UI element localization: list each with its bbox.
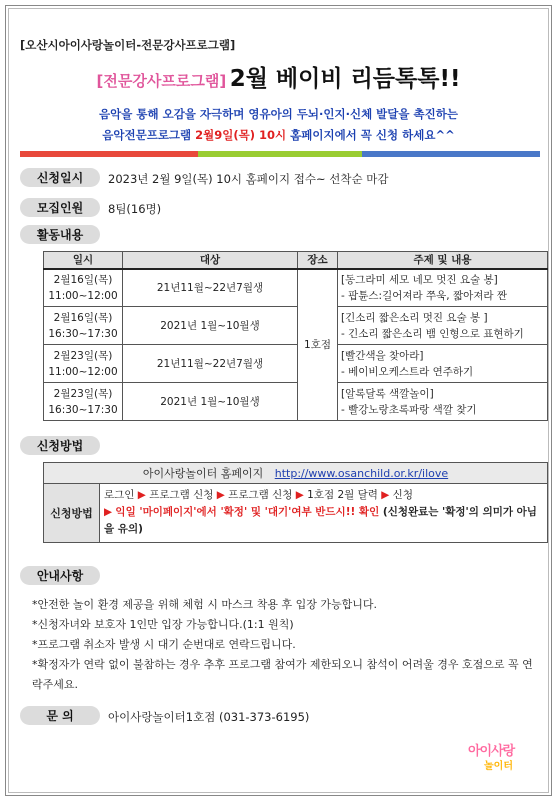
list-item: *신청자녀와 보호자 1인만 입장 가능합니다.(1:1 원칙) — [32, 618, 294, 631]
apply-warning: 익일 '마이페이지'에서 '확정' 및 '대기'여부 반드시!! 확인 — [115, 506, 380, 518]
step-program-apply: 프로그램 신청 — [228, 489, 293, 501]
row-place: 1호점 — [298, 269, 338, 421]
apply-steps-row — [44, 484, 547, 542]
apply-row-label: 신청방법 — [44, 484, 100, 542]
recruit-label: 모집인원 — [20, 198, 100, 217]
header-place: 장소 — [298, 252, 338, 269]
step-calendar: 1호점 2월 달력 — [307, 489, 378, 501]
table-row — [44, 345, 548, 383]
apply-site-row — [44, 463, 547, 484]
logo — [468, 740, 540, 784]
notice-label: 안내사항 — [20, 566, 100, 585]
title-main: 2월 베이비 리듬톡톡!! — [229, 66, 461, 92]
row-topic: [긴소리 짧은소리 멋진 요술 봉 ] - 긴소리 짧은소리 뱀 인형으로 표현하기 — [338, 307, 548, 345]
list-item: *확정자가 연락 없이 불참하는 경우 추후 프로그램 참여가 제한되오니 참석이 어려울 경우 호점으로 꼭 연락주세요. — [32, 658, 533, 691]
header-target: 대상 — [123, 252, 298, 269]
arrow-right-icon: ▶ — [381, 489, 393, 501]
arrow-right-icon: ▶ — [295, 489, 308, 501]
subtitle-highlight: 2월9일(목) 10시 — [195, 128, 287, 142]
row-datetime: 2월16일(목) 11:00~12:00 — [44, 269, 123, 307]
row-target: 21년11월~22년7월생 — [123, 345, 298, 383]
apply-steps — [100, 484, 547, 542]
logo-text-sub: 놀이터 — [484, 761, 513, 772]
apply-url-link[interactable]: http://www.osanchild.or.kr/ilove — [274, 467, 449, 480]
method-label: 신청방법 — [20, 436, 100, 455]
apply-method-box — [43, 462, 548, 543]
step-login: 로그인 — [104, 489, 135, 501]
table-row — [44, 269, 548, 307]
row-datetime: 2월23일(목) 11:00~12:00 — [44, 345, 123, 383]
row-topic: [알록달록 색깔놀이] - 빨강노랑초록파랑 색깔 찾기 — [338, 383, 548, 421]
arrow-right-icon: ▶ — [104, 506, 116, 518]
notice-list — [32, 595, 540, 695]
apply-date-value: 2023년 2월 9일(목) 10시 홈페이지 접수~ 선착순 마감 — [108, 172, 389, 186]
color-bar-red — [20, 151, 198, 157]
color-bar-green — [198, 151, 362, 157]
arrow-right-icon: ▶ — [216, 489, 229, 501]
logo-text-main: 아이사랑 — [468, 744, 515, 759]
list-item: *안전한 놀이 환경 제공을 위해 체험 시 마스크 착용 후 입장 가능합니다. — [32, 598, 377, 611]
arrow-right-icon: ▶ — [137, 489, 150, 501]
row-target: 2021년 1월~10월생 — [123, 307, 298, 345]
row-datetime: 2월16일(목) 16:30~17:30 — [44, 307, 123, 345]
header-topic: 주제 및 내용 — [338, 252, 548, 269]
row-target: 21년11월~22년7월생 — [123, 269, 298, 307]
list-item: *프로그램 취소자 발생 시 대기 순번대로 연락드립니다. — [32, 638, 296, 651]
row-topic: [빨간색을 찾아라] - 베이비오케스트라 연주하기 — [338, 345, 548, 383]
program-category-label: [오산시아이사랑놀이터-전문강사프로그램] — [20, 38, 236, 52]
apply-date-label: 신청일시 — [20, 168, 100, 187]
contact-value: 아이사랑놀이터1호점 (031-373-6195) — [108, 710, 310, 724]
row-topic: [동그라미 세모 네모 멋진 요술 봉] - 팝튠스:길어져라 쭈욱, 짧아져라 짠 — [338, 269, 548, 307]
title-bracket: [전문강사프로그램] — [96, 72, 227, 90]
activity-label: 활동내용 — [20, 225, 100, 244]
color-bar-blue — [362, 151, 540, 157]
row-datetime: 2월23일(목) 16:30~17:30 — [44, 383, 123, 421]
schedule-header-row — [44, 252, 548, 269]
header-datetime: 일시 — [44, 252, 123, 269]
apply-warning-note: (신청완료는 '확정'의 의미가 아님을 유의) — [104, 506, 537, 535]
page-title — [0, 60, 557, 93]
step-program: 프로그램 신청 — [149, 489, 214, 501]
recruit-value: 8팀(16명) — [108, 202, 162, 216]
subtitle-line2: 음악전문프로그램 2월9일(목) 10시 홈페이지에서 꼭 신청 하세요^^ — [102, 128, 455, 142]
contact-label: 문 의 — [20, 706, 100, 725]
subtitle-line1: 음악을 통해 오감을 자극하며 영유아의 두뇌·인지·신체 발달을 촉진하는 — [99, 107, 458, 121]
step-apply: 신청 — [392, 489, 413, 501]
apply-site-label: 아이사랑놀이터 홈페이지 — [142, 467, 264, 480]
row-target: 2021년 1월~10월생 — [123, 383, 298, 421]
table-row — [44, 383, 548, 421]
schedule-table — [43, 251, 548, 421]
table-row — [44, 307, 548, 345]
